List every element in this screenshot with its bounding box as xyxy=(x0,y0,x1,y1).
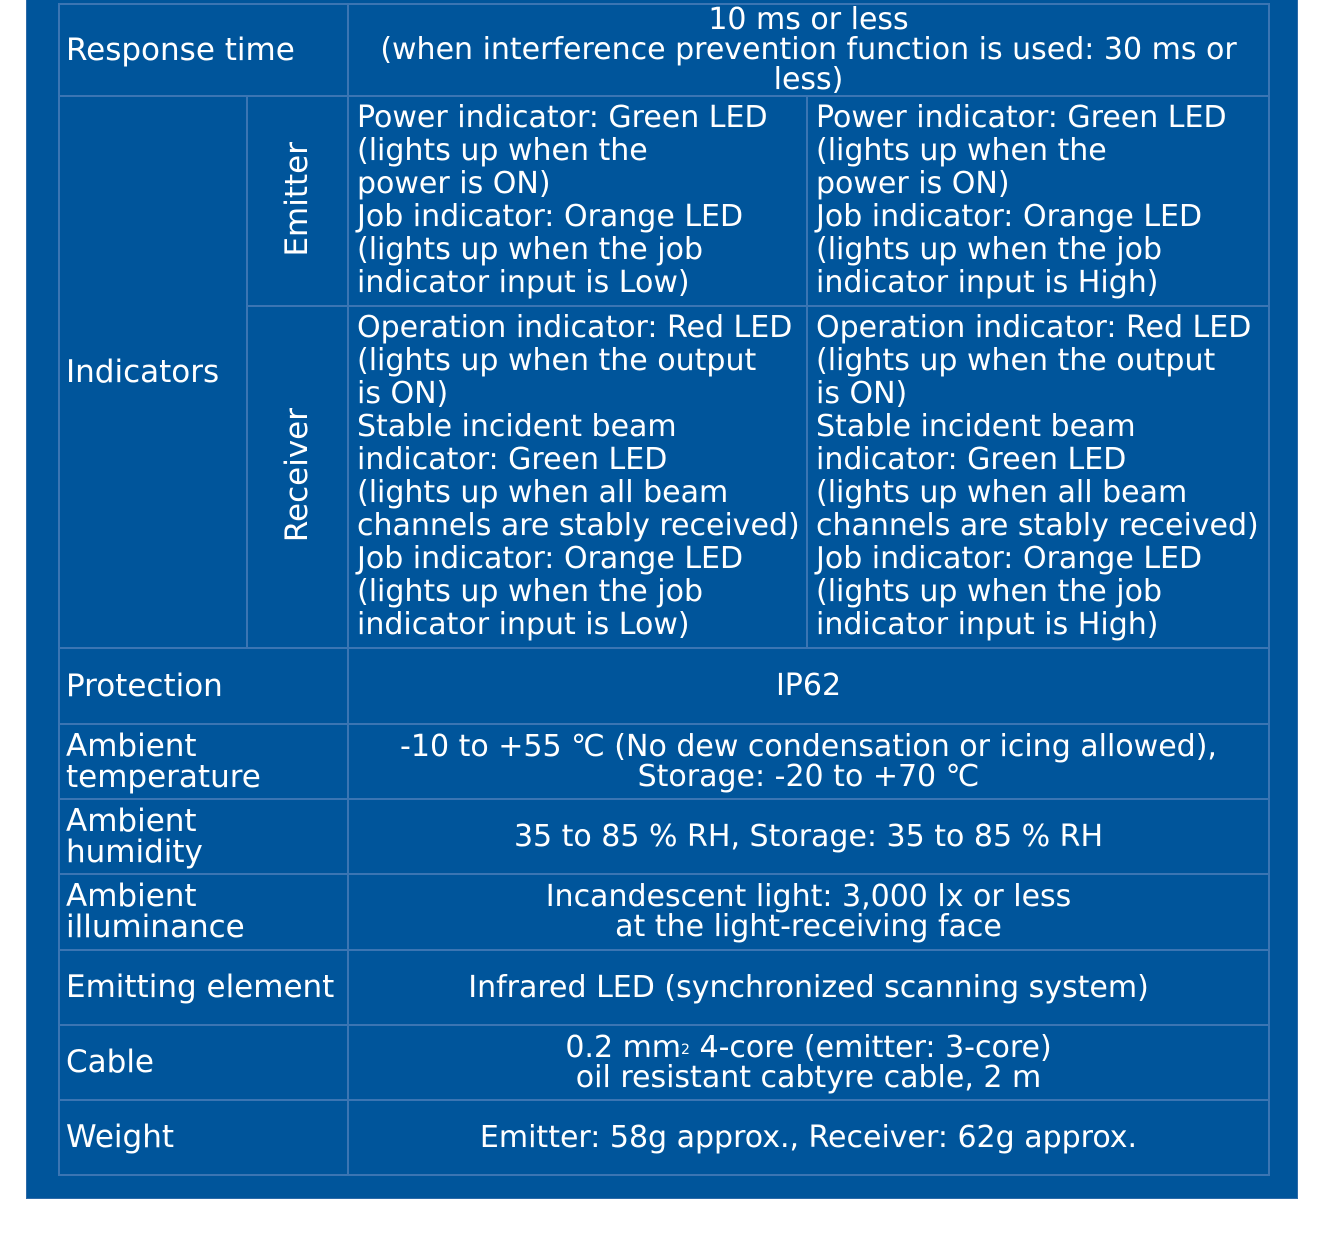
weight-value: Emitter: 58g approx., Receiver: 62g approx. xyxy=(348,1100,1269,1175)
emitting-element-label: Emitting element xyxy=(59,950,348,1025)
row-indicators-emitter xyxy=(59,96,1269,306)
row-weight xyxy=(59,1100,1269,1175)
row-ambient-illuminance xyxy=(59,874,1269,950)
receiver-label-cell xyxy=(247,306,348,648)
ambient-temperature-label: Ambient temperature xyxy=(59,724,348,799)
emitter-label-cell xyxy=(247,96,348,306)
row-cable xyxy=(59,1025,1269,1100)
cable-value xyxy=(348,1025,1269,1100)
ambient-humidity-value: 35 to 85 % RH, Storage: 35 to 85 % RH xyxy=(348,799,1269,874)
receiver-indicator-col2: Operation indicator: Red LED (lights up when the output is ON) Stable incident beam indicator: Green LED (lights up when all beam channels are stably received) Job indicator: Orange LED (lights up when the job indicator input is High) xyxy=(807,306,1269,648)
specification-table xyxy=(58,3,1270,1176)
cable-value-line1: 0.2 $mm^2$ 4-core (emitter: 3-core) xyxy=(565,1029,1052,1065)
row-response-time xyxy=(59,4,1269,96)
response-time-value xyxy=(348,4,1269,96)
response-time-label: Response time xyxy=(59,4,348,96)
indicators-label: Indicators xyxy=(59,96,247,648)
protection-label: Protection xyxy=(59,648,348,724)
receiver-label: Receiver xyxy=(279,407,315,543)
row-protection xyxy=(59,648,1269,724)
response-time-line2: (when interference prevention function is used: 30 ms or less) xyxy=(380,32,1237,96)
emitter-indicator-col1: Power indicator: Green LED (lights up when the power is ON) Job indicator: Orange LED (lights up when the job indicator input is Low) xyxy=(348,96,807,306)
emitter-label: Emitter xyxy=(279,141,315,257)
row-emitting-element xyxy=(59,950,1269,1025)
row-ambient-humidity xyxy=(59,799,1269,874)
ambient-illuminance-value: Incandescent light: 3,000 lx or less at the light-receiving face xyxy=(348,874,1269,950)
protection-value: IP62 xyxy=(348,648,1269,724)
ambient-temperature-value: -10 to +55 ℃ (No dew condensation or icing allowed), Storage: -20 to +70 ℃ xyxy=(348,724,1269,799)
emitting-element-value: Infrared LED (synchronized scanning system) xyxy=(348,950,1269,1025)
cable-value-line2: oil resistant cabtyre cable, 2 m xyxy=(575,1059,1042,1095)
weight-label: Weight xyxy=(59,1100,348,1175)
ambient-illuminance-label: Ambient illuminance xyxy=(59,874,348,950)
response-time-line1: 10 ms or less xyxy=(708,4,909,37)
ambient-humidity-label: Ambient humidity xyxy=(59,799,348,874)
row-ambient-temperature xyxy=(59,724,1269,799)
receiver-indicator-col1: Operation indicator: Red LED (lights up when the output is ON) Stable incident beam indicator: Green LED (lights up when all beam channels are stably received) Job indicator: Orange LED (lights up when the job indicator input is Low) xyxy=(348,306,807,648)
emitter-indicator-col2: Power indicator: Green LED (lights up when the power is ON) Job indicator: Orange LED (lights up when the job indicator input is High) xyxy=(807,96,1269,306)
cable-label: Cable xyxy=(59,1025,348,1100)
